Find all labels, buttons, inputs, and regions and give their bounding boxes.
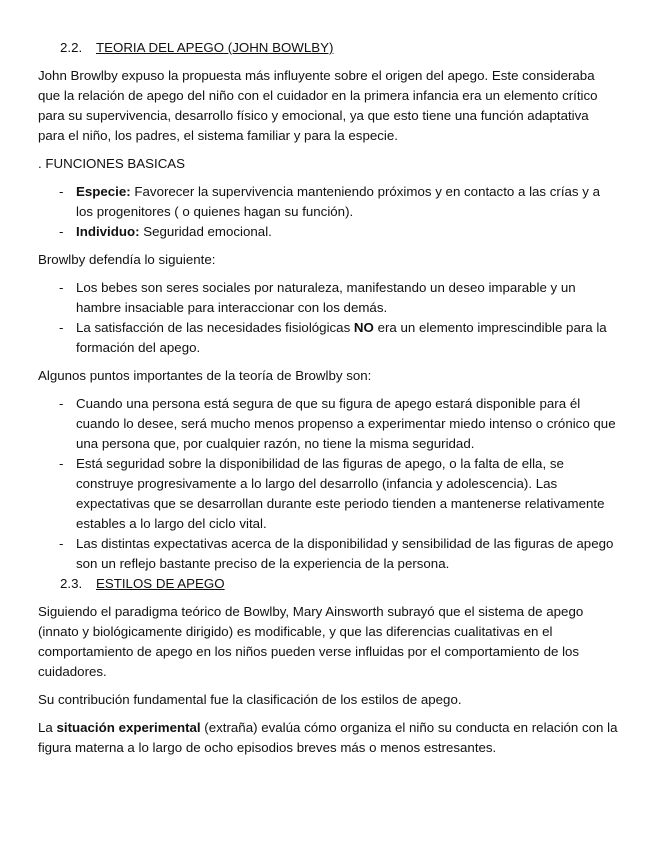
emphasis-no: NO [353,320,374,335]
list-item: - Las distintas expectativas acerca de la disponibilidad y sensibilidad de las figuras de apego son un reflejo bastante preciso de la experiencia de la persona. [38,534,618,574]
item-text: era un elemento imprescindible para la formación del apego. [76,320,607,355]
list-item [38,318,618,358]
paragraph-text: La [38,720,57,735]
section-heading-2-2 [38,38,618,58]
situacion-paragraph [38,718,618,758]
section-title: ESTILOS DE APEGO [96,576,225,591]
term-label: Individuo: [76,224,140,239]
paragraph-text: (extraña) evalúa cómo organiza el niño su conducta en relación con la figura materna a lo largo de ocho episodios breves más o menos estresantes. [38,720,618,755]
list-item: - Está seguridad sobre la disponibilidad de las figuras de apego, o la falta de ella, se construye progresivamente a lo largo del desarrollo (infancia y adolescencia). Las expectativas que se desarrollan durante este periodo tienden a mantenerse relativamente estables a lo largo del ciclo vital. [38,454,618,534]
ainsworth-paragraph: Siguiendo el paradigma teórico de Bowlby, Mary Ainsworth subrayó que el sistema de apego (innato y biológicamente dirigido) es modificable, y que las diferencias cualitativas en el comportamiento de apego en los niños pueden verse influidas por el comportamiento de los cuidadores. [38,604,584,679]
list-item: - Los bebes son seres sociales por naturaleza, manifestando un deseo imparable y un hambre insaciable para interaccionar con los demás. [38,278,618,318]
intro-paragraph: John Browlby expuso la propuesta más influyente sobre el origen del apego. Este consideraba que la relación de apego del niño con el cuidador en la primera infancia era un elemento crítico para su supervivencia, desarrollo físico y emocional, ya que esto tiene una función adaptativa para el niño, los padres, el sistema familiar y para la especie. [38,68,598,143]
defendia-list [38,278,618,358]
defendia-intro: Browlby defendía lo siguiente: [38,252,216,267]
list-item [38,182,618,222]
list-item: - Cuando una persona está segura de que su figura de apego estará disponible para él cuando lo desee, será mucho menos propenso a experimentar miedo intenso o crónico que una persona que, por cualquier razón, no tiene la misma seguridad. [38,394,618,454]
section-number: 2.2. [60,40,83,55]
item-text: La satisfacción de las necesidades fisiológicas [76,320,354,335]
term-text: Favorecer la supervivencia manteniendo próximos y en contacto a las crías y a los progenitores ( o quienes hagan su función). [76,184,601,219]
puntos-list [38,394,618,574]
funciones-heading: . FUNCIONES BASICAS [38,156,186,171]
list-item [38,222,618,242]
contribucion-paragraph: Su contribución fundamental fue la clasificación de los estilos de apego. [38,692,462,707]
puntos-intro: Algunos puntos importantes de la teoría de Browlby son: [38,368,372,383]
section-number: 2.3. [60,576,83,591]
funciones-list [38,182,618,242]
section-title: TEORIA DEL APEGO (JOHN BOWLBY) [96,40,334,55]
term-label: Especie: [76,184,131,199]
document-page [38,38,618,766]
term-text: Seguridad emocional. [139,224,272,239]
emphasis-situacion: situación experimental [56,720,201,735]
section-heading-2-3 [38,574,618,594]
